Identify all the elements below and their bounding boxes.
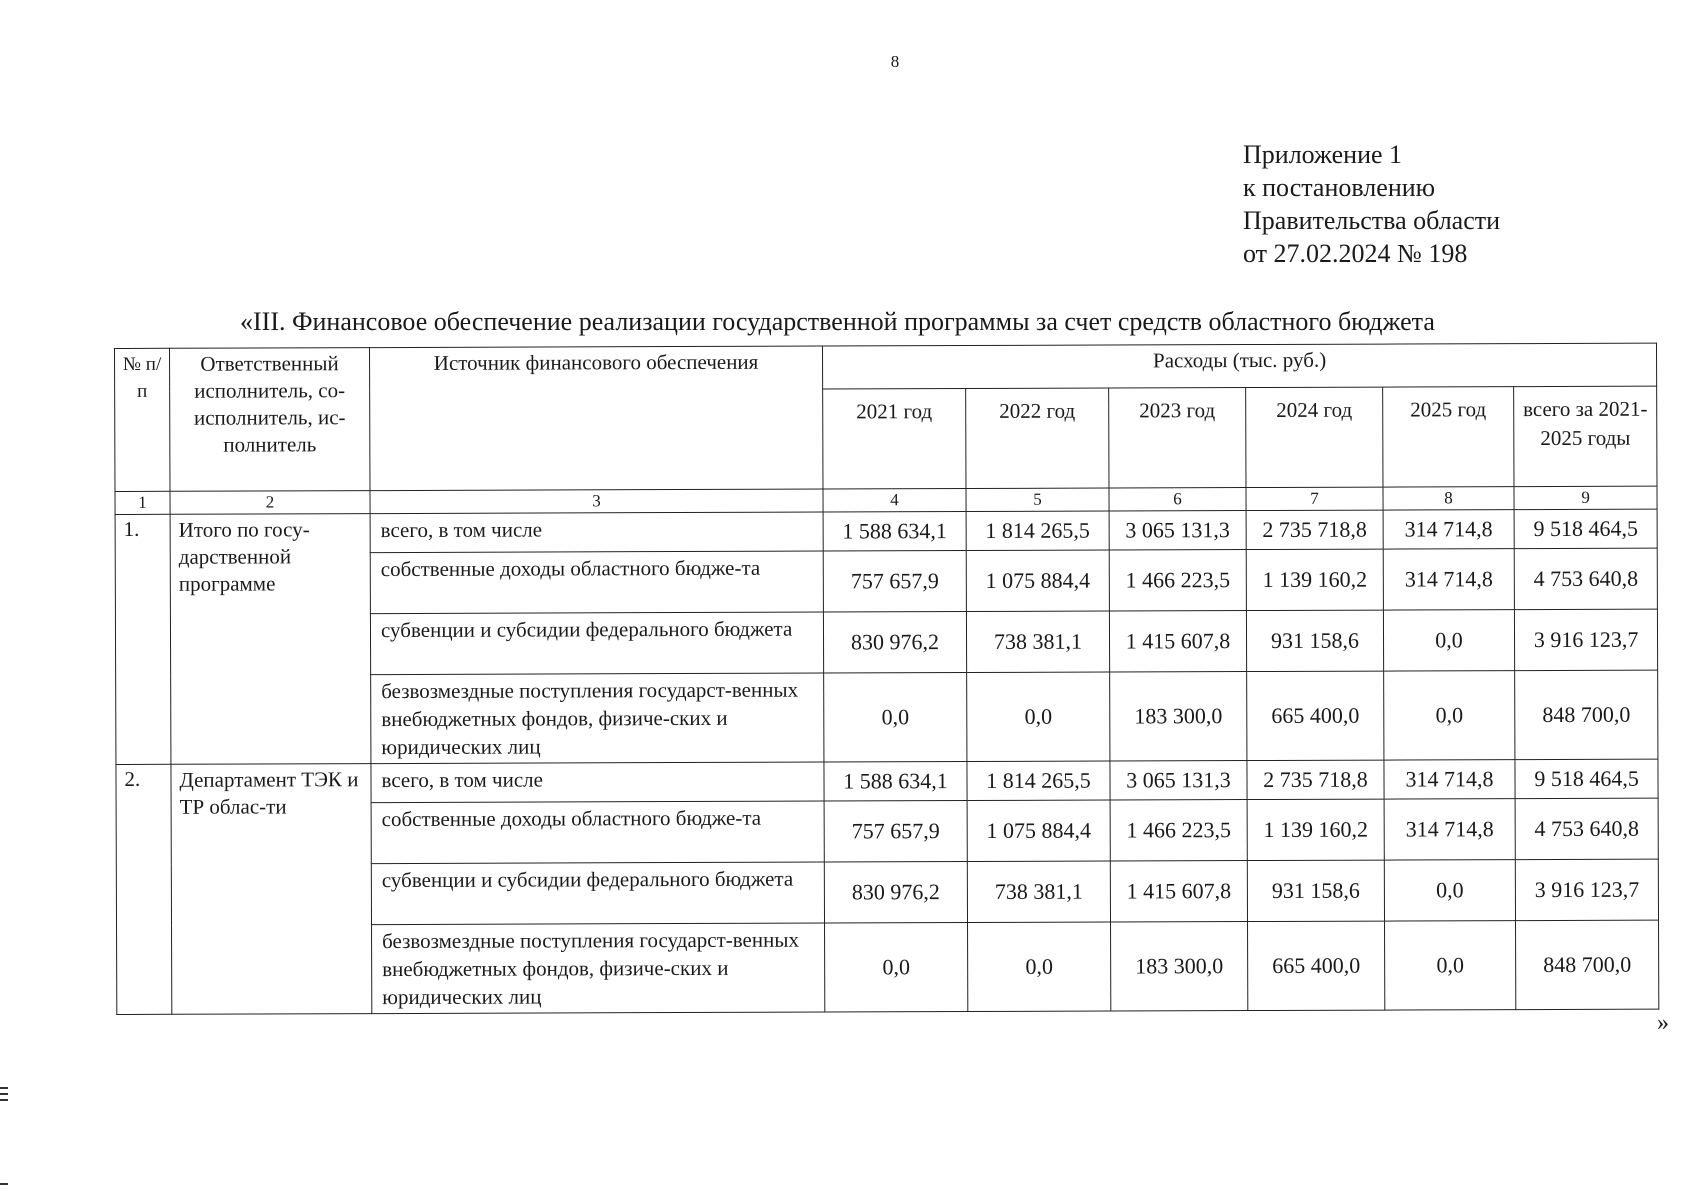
row-source: субвенции и субсидии федерального бюджета: [371, 862, 824, 925]
column-number: 1: [115, 491, 170, 514]
cell-value: 757 657,9: [824, 801, 967, 862]
row-source: собственные доходы областного бюдже-та: [370, 551, 823, 614]
cell-value: 0,0: [967, 672, 1110, 761]
cell-value: 738 381,1: [967, 861, 1110, 922]
cell-value: 314 714,8: [1383, 510, 1514, 549]
row-source: собственные доходы областного бюдже-та: [371, 801, 824, 864]
appendix-line: к постановлению: [1243, 173, 1436, 202]
appendix-line: Правительства области: [1243, 206, 1501, 235]
cell-value: 1 415 607,8: [1110, 861, 1247, 922]
cell-value: 0,0: [1383, 610, 1514, 671]
header-year: 2022 год: [966, 388, 1109, 488]
cell-value: 3 916 123,7: [1514, 609, 1657, 670]
column-number: 2: [170, 491, 370, 515]
cell-value: 3 065 131,3: [1110, 761, 1247, 800]
cell-value: 0,0: [1384, 671, 1515, 760]
column-number: 9: [1514, 486, 1657, 509]
cell-value: 1 075 884,4: [967, 800, 1110, 861]
appendix-line: Приложение 1: [1243, 140, 1403, 169]
table-title: «III. Финансовое обеспечение реализации государственной программы за счет средств областного бюджета: [240, 307, 1435, 336]
cell-value: 830 976,2: [823, 612, 966, 673]
header-total: всего за 2021-2025 годы: [1514, 386, 1657, 486]
column-number: 7: [1246, 487, 1383, 510]
column-number: 4: [823, 489, 966, 512]
header-year: 2023 год: [1109, 388, 1246, 488]
row-index: 2.: [116, 764, 172, 1014]
cell-value: 314 714,8: [1384, 799, 1515, 860]
cell-value: 830 976,2: [824, 862, 967, 923]
cell-value: 1 415 607,8: [1109, 611, 1246, 672]
cell-value: 665 400,0: [1247, 671, 1384, 760]
table-row: [116, 759, 1658, 803]
cell-value: 0,0: [1385, 921, 1516, 1010]
row-index: 1.: [115, 514, 171, 764]
header-year: 2021 год: [823, 389, 966, 489]
cell-value: 1 139 160,2: [1247, 799, 1384, 860]
cell-value: 848 700,0: [1516, 920, 1659, 1009]
page-number: 8: [890, 52, 900, 71]
cell-value: 3 065 131,3: [1109, 511, 1246, 550]
cell-value: 183 300,0: [1111, 922, 1248, 1011]
cell-value: 848 700,0: [1515, 670, 1658, 759]
column-number: 8: [1383, 487, 1514, 510]
table-row: [115, 509, 1657, 553]
row-source: всего, в том числе: [371, 762, 824, 803]
appendix-block: [1243, 138, 1500, 270]
cell-value: 9 518 464,5: [1515, 759, 1658, 798]
header-expenses: Расходы (тыс. руб.): [822, 343, 1656, 389]
row-source: безвозмездные поступления государст-венных внебюджетных фондов, физиче-ских и юридических лиц: [371, 673, 824, 764]
column-number: 5: [966, 488, 1109, 511]
header-source: Источник финансового обеспечения: [370, 346, 823, 491]
closing-quote: »: [1657, 1010, 1669, 1036]
margin-mark: [0, 1087, 8, 1089]
header-number: № п/п: [115, 348, 170, 491]
appendix-line: от 27.02.2024 № 198: [1243, 239, 1468, 268]
cell-value: 4 753 640,8: [1514, 548, 1657, 609]
header-year: 2025 год: [1383, 387, 1514, 487]
column-number: 6: [1109, 488, 1246, 511]
cell-value: 1 588 634,1: [824, 762, 967, 801]
cell-value: 4 753 640,8: [1515, 798, 1658, 859]
cell-value: 2 735 718,8: [1246, 510, 1383, 549]
row-executor: Итого по госу-дарственной программе: [170, 514, 371, 765]
cell-value: 0,0: [825, 923, 968, 1012]
cell-value: 183 300,0: [1110, 672, 1247, 761]
margin-mark: [0, 1183, 8, 1185]
row-executor: Департамент ТЭК и ТР облас-ти: [171, 764, 372, 1015]
cell-value: 314 714,8: [1383, 549, 1514, 610]
cell-value: 2 735 718,8: [1247, 760, 1384, 799]
cell-value: 1 139 160,2: [1246, 549, 1383, 610]
cell-value: 1 588 634,1: [823, 512, 966, 551]
cell-value: 314 714,8: [1384, 760, 1515, 799]
column-number: 3: [370, 489, 823, 514]
cell-value: 738 381,1: [966, 611, 1109, 672]
cell-value: 1 466 223,5: [1110, 800, 1247, 861]
financing-table: [114, 343, 1659, 1015]
cell-value: 931 158,6: [1246, 610, 1383, 671]
cell-value: 9 518 464,5: [1514, 509, 1657, 548]
row-source: всего, в том числе: [370, 512, 823, 553]
cell-value: 757 657,9: [823, 551, 966, 612]
cell-value: 3 916 123,7: [1515, 859, 1658, 920]
row-source: безвозмездные поступления государст-венных внебюджетных фондов, физиче-ских и юридических лиц: [372, 923, 825, 1014]
cell-value: 1 814 265,5: [966, 511, 1109, 550]
cell-value: 931 158,6: [1247, 860, 1384, 921]
margin-mark: [0, 1093, 8, 1095]
cell-value: 665 400,0: [1248, 921, 1385, 1010]
cell-value: 1 814 265,5: [967, 761, 1110, 800]
row-source: субвенции и субсидии федерального бюджета: [370, 612, 823, 675]
margin-mark: [0, 1099, 8, 1101]
cell-value: 1 075 884,4: [966, 550, 1109, 611]
cell-value: 0,0: [1384, 860, 1515, 921]
header-executor: Ответственный исполнитель, со-исполнитель, ис-полнитель: [170, 348, 370, 492]
cell-value: 0,0: [968, 922, 1111, 1011]
header-year: 2024 год: [1246, 387, 1383, 487]
cell-value: 0,0: [824, 673, 967, 762]
cell-value: 1 466 223,5: [1109, 550, 1246, 611]
